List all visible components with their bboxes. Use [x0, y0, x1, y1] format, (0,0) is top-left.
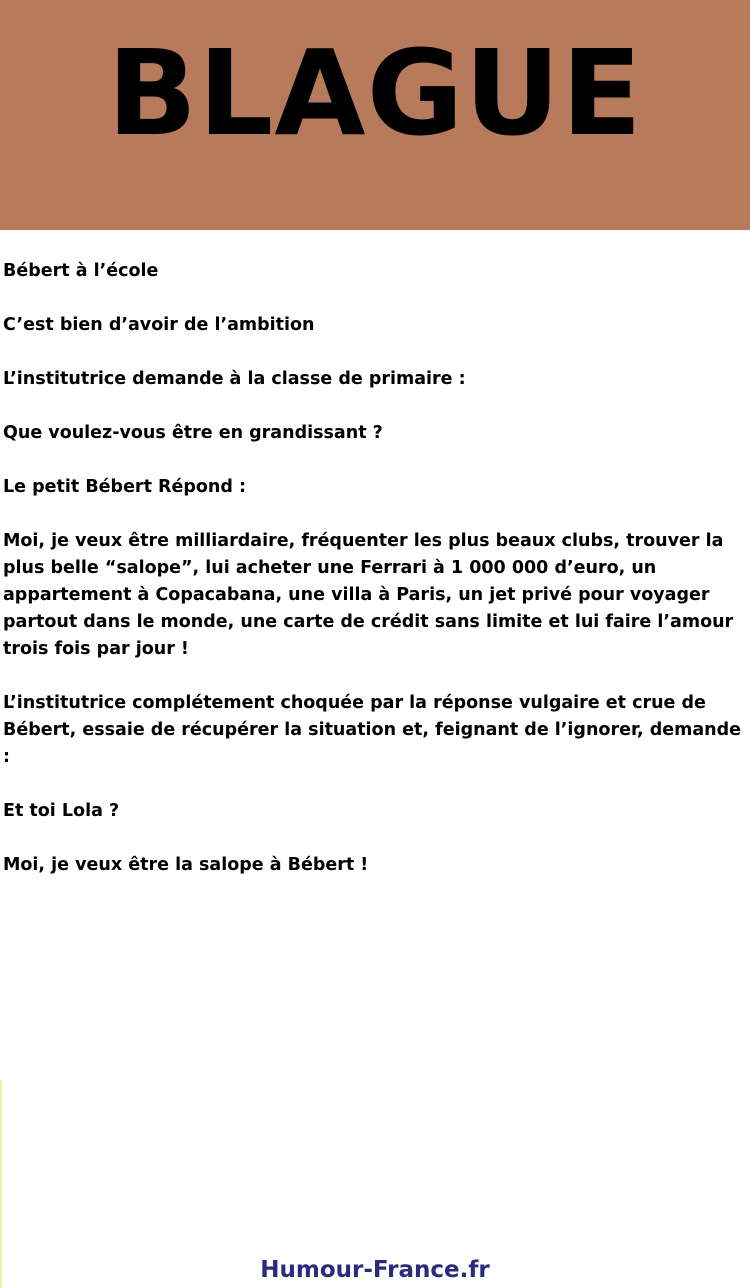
joke-text [3, 258, 743, 906]
page-title: BLAGUE [107, 24, 643, 162]
joke-paragraph: C’est bien d’avoir de l’ambition [3, 315, 315, 335]
joke-punchline: Moi, je veux être la salope à Bébert ! [3, 855, 369, 875]
joke-title: Bébert à l’école [3, 261, 159, 281]
site-watermark: Humour-France.fr [260, 1257, 490, 1283]
joke-paragraph: Le petit Bébert Répond : [3, 477, 246, 497]
header-banner [0, 0, 750, 230]
joke-paragraph: L’institutrice demande à la classe de primaire : [3, 369, 466, 389]
joke-paragraph: L’institutrice complétement choquée par la réponse vulgaire et crue de Bébert, essaie de récupérer la situation et, feignant de l’ignorer, demande : [3, 693, 742, 767]
joke-paragraph: Que voulez-vous être en grandissant ? [3, 423, 383, 443]
joke-paragraph: Moi, je veux être milliardaire, fréquenter les plus beaux clubs, trouver la plus belle “salope”, lui acheter une Ferrari à 1 000 000 d’euro, un appartement à Copacabana, une villa à Paris, un jet privé pour voyager partout dans le monde, une carte de crédit sans limite et lui faire l’amour trois fois par jour ! [3, 531, 734, 659]
joke-paragraph: Et toi Lola ? [3, 801, 120, 821]
